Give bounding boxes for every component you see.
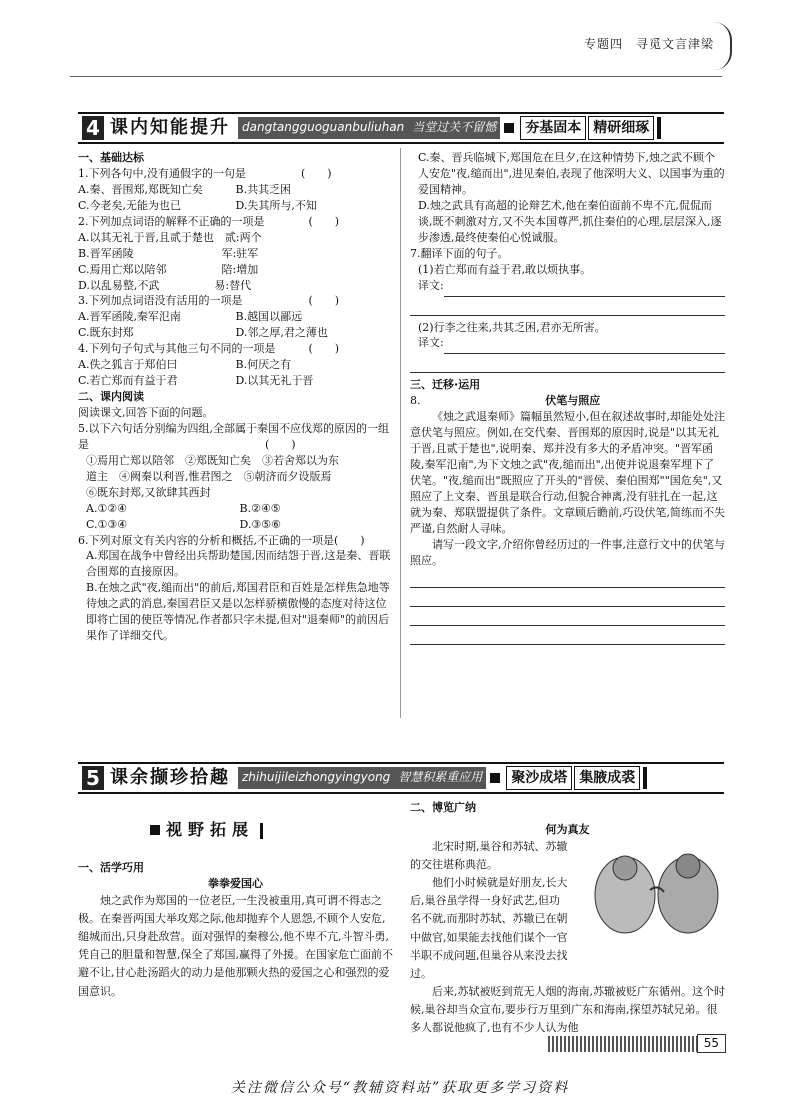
question: 3.下列加点词语没有活用的一项是 ( ) bbox=[78, 294, 340, 308]
option: D.以其无礼于晋 bbox=[235, 374, 314, 388]
question-number: 8. bbox=[410, 394, 421, 408]
column-divider bbox=[400, 148, 401, 718]
option: C.既东封郑 bbox=[78, 326, 134, 340]
left-column bbox=[78, 150, 393, 644]
option: D.烛之武具有高超的论辩艺术,他在秦伯面前不卑不亢,侃侃而谈,既不刺激对方,又不失本国尊严,抓住秦伯的心理,层层深入,逐步渗透,最终使秦伯心悦诚服。 bbox=[418, 198, 722, 244]
question: 7.翻译下面的句子。 bbox=[410, 246, 509, 260]
right-column bbox=[410, 150, 725, 645]
banner-title: 课余撷珍拾趣 bbox=[110, 766, 230, 788]
bar-icon bbox=[643, 767, 647, 789]
passage-paragraph: 请写一段文字,介绍你曾经历过的一件事,注意行文中的伏笔与照应。 bbox=[410, 537, 725, 567]
answer-line[interactable] bbox=[410, 354, 725, 373]
sentence-list: 道主 ④阙秦以利晋,惟君图之 ⑤朝济而夕设版焉 bbox=[86, 469, 332, 483]
bar-icon bbox=[657, 117, 661, 139]
question: 5.以下六句话分别编为四组,全部属于秦国不应伐郑的原因的一组是 ( ) bbox=[78, 421, 389, 451]
sentence: (1)若亡郑而有益于君,敢以烦执事。 bbox=[418, 262, 592, 276]
option: A.以其无礼于晋,且贰于楚也 贰:两个 bbox=[78, 230, 262, 244]
banner-tag: 夯基固本 bbox=[520, 116, 586, 140]
answer-line[interactable] bbox=[444, 335, 725, 354]
square-marker-icon bbox=[504, 123, 514, 133]
banner-slogan: 智慧积累重应用 bbox=[394, 767, 486, 788]
header-bracket bbox=[714, 22, 732, 70]
section-heading: 二、课内阅读 bbox=[78, 390, 144, 404]
banner-number: 4 bbox=[82, 116, 104, 140]
article-paragraph: 他们小时候就是好朋友,长大后,巢谷虽学得一身好武艺,但功名不就,而那时苏轼、苏辙已在朝中做官,如果能去找他们谋个一官半职不成问题,但巢谷从来没去找过。 bbox=[410, 876, 568, 980]
section-heading: 二、博览广纳 bbox=[410, 801, 476, 814]
answer-line[interactable] bbox=[410, 569, 725, 588]
option: C.秦、晋兵临城下,郑国危在旦夕,在这种情势下,烛之武不顾个人安危"夜,缒而出",进见秦伯,表现了他深明大义、以国事为重的爱国精神。 bbox=[418, 151, 725, 196]
article-body: 烛之武作为郑国的一位老臣,一生没被重用,真可谓不得志之极。在秦晋两国大举攻郑之际,他却抛弃个人恩怨,不顾个人安危,缒城而出,只身赴敌营。面对强悍的秦穆公,他不卑不亢,斗智斗勇,凭自己的胆量和智慧,保全了郑国,赢得了外援。在国家危亡面前不避不让,甘心赴汤蹈火的动力是他那颗火热的爱国之心和强烈的爱国意识。 bbox=[78, 893, 393, 998]
option: D.③⑤⑥ bbox=[239, 517, 282, 531]
option: A.晋军函陵,秦军氾南 bbox=[78, 310, 181, 324]
option: B.②④⑤ bbox=[239, 501, 281, 515]
option: B.在烛之武"夜,缒而出"的前后,郑国君臣和百姓是怎样焦急地等待烛之武的消息,秦国君臣又是以怎样骄横傲慢的态度对待这位即将亡国的使臣等情况,作者都只字未提,但对"退秦师"的前因后果作了详细交代。 bbox=[86, 581, 390, 643]
option: C.焉用亡郑以陪邻 陪:增加 bbox=[78, 262, 259, 276]
article-paragraph: 北宋时期,巢谷和苏轼、苏辙的交往堪称典范。 bbox=[410, 839, 568, 872]
banner-pinyin: zhihuijileizhongyingyong bbox=[238, 767, 394, 788]
option: A.①②④ bbox=[86, 501, 128, 515]
bar-icon bbox=[260, 823, 263, 839]
option: A.佚之狐言于郑伯曰 bbox=[78, 358, 178, 372]
question: 6.下列对原文有关内容的分析和概括,不正确的一项是( ) bbox=[78, 533, 365, 547]
banner-title: 课内知能提升 bbox=[110, 116, 230, 138]
translation-label: 译文: bbox=[418, 336, 444, 350]
bottom-left-column bbox=[78, 860, 393, 1001]
option: D.邻之厚,君之薄也 bbox=[235, 326, 328, 340]
option: D.失其所与,不知 bbox=[235, 198, 317, 212]
page-number: 55 bbox=[697, 1034, 726, 1053]
answer-line[interactable] bbox=[410, 588, 725, 607]
option: C.今老矣,无能为也已 bbox=[78, 198, 182, 212]
option: C.①③④ bbox=[86, 517, 128, 531]
banner-tag: 精研细琢 bbox=[588, 116, 654, 140]
translation-label: 译文: bbox=[418, 278, 444, 292]
passage-title: 伏笔与照应 bbox=[545, 394, 601, 408]
option: A.郑国在战争中曾经出兵帮助楚国,因而结怨于晋,这是秦、晋联合围郑的直接原因。 bbox=[86, 549, 391, 579]
answer-line[interactable] bbox=[410, 626, 725, 645]
answer-line[interactable] bbox=[410, 297, 725, 316]
page-number-bar bbox=[548, 1036, 726, 1052]
footer-note: 关注微信公众号“教辅资料站”获取更多学习资料 bbox=[230, 1080, 570, 1096]
passage-paragraph: 《烛之武退秦师》篇幅虽然短小,但在叙述故事时,却能处处注意伏笔与照应。例如,在交代秦、晋围郑的原因时,说是"以其无礼于晋,且贰于楚也",说明秦、郑并没有多大的矛盾冲突。"晋军函陵,秦军氾南",为下文烛之武"夜,缒而出",出使并说退秦军埋下了伏笔。"夜,缒而出"既照应了开头的"晋侯、秦伯围郑""国危矣",又照应了上文秦、晋虽是联合行动,但貌合神离,没有驻扎在一起,这就为秦、郑联盟提供了条件。文章顾后瞻前,巧设伏笔,简练而不失严谨,自然耐人寻味。 bbox=[410, 410, 725, 535]
sentence-list: ⑥既东封郑,又欲肆其西封 bbox=[86, 485, 211, 499]
question: 4.下列句子句式与其他三句不同的一项是 ( ) bbox=[78, 342, 340, 356]
vision-heading bbox=[150, 818, 263, 841]
banner-tag: 聚沙成塔 bbox=[506, 766, 572, 790]
sentence-list: ①焉用亡郑以陪邻 ②郑既知亡矣 ③若舍郑以为东 bbox=[86, 453, 339, 467]
banner-pinyin: dangtangguoguanbuliuhan bbox=[238, 117, 408, 138]
article-title: 拳拳爱国心 bbox=[208, 876, 263, 890]
section-heading: 一、基础达标 bbox=[78, 151, 144, 164]
banner-number: 5 bbox=[82, 766, 104, 790]
square-marker-icon bbox=[150, 825, 160, 835]
section-banner-5 bbox=[78, 762, 724, 794]
answer-line[interactable] bbox=[410, 607, 725, 626]
vision-heading-text: 视野拓展 bbox=[166, 820, 255, 839]
section-heading: 三、迁移·运用 bbox=[410, 378, 481, 392]
header-rule bbox=[70, 76, 722, 77]
banner-slogan: 当堂过关不留憾 bbox=[408, 117, 500, 138]
banner-tag: 集腋成裘 bbox=[574, 766, 640, 790]
option: D.以乱易整,不武 易:替代 bbox=[78, 278, 252, 292]
article-paragraph: 后来,苏轼被贬到荒无人烟的海南,苏辙被贬广东循州。这个时候,巢谷却当众宣布,要步行万里到广东和海南,探望苏轼兄弟。很多人都说他疯了,也有不少人认为他 bbox=[410, 985, 725, 1035]
option: B.越国以鄙远 bbox=[235, 310, 303, 324]
option: B.共其乏困 bbox=[235, 182, 292, 196]
two-friends-illustration bbox=[580, 840, 730, 940]
answer-line[interactable] bbox=[444, 278, 725, 297]
section-heading: 一、活学巧用 bbox=[78, 861, 144, 874]
square-marker-icon bbox=[490, 773, 500, 783]
sentence: (2)行李之往来,共其乏困,君亦无所害。 bbox=[418, 320, 606, 334]
question: 1.下列各句中,没有通假字的一句是 ( ) bbox=[78, 166, 332, 180]
article-title: 何为真友 bbox=[545, 822, 590, 836]
option: B.晋军函陵 军:驻军 bbox=[78, 246, 259, 260]
option: B.何厌之有 bbox=[235, 358, 292, 372]
option: C.若亡郑而有益于君 bbox=[78, 374, 178, 388]
option: A.秦、晋围郑,郑既知亡矣 bbox=[78, 182, 203, 196]
section-banner-4 bbox=[78, 112, 724, 144]
question: 2.下列加点词语的解释不正确的一项是 ( ) bbox=[78, 214, 340, 228]
instruction: 阅读课文,回答下面的问题。 bbox=[78, 406, 214, 419]
running-header: 专题四 寻觅文言津梁 bbox=[583, 37, 714, 51]
